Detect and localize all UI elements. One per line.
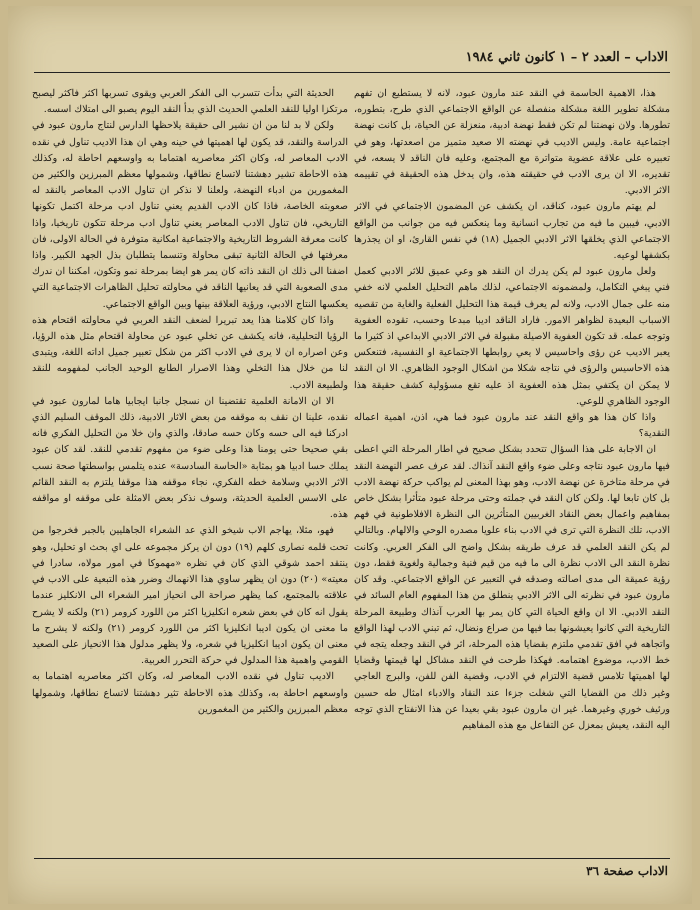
paragraph: فهو، مثلا، يهاجم الاب شيخو الذي عد الشعراء الجاهليين بالجبر فخرجوا من تحت قلمه نصارى كلهم (١٩) دون ان يركز مجموعه على اي بحث او تحليل، وهو ينتقد احمد شوقي الذي كان في نظره «مهموكا في امور مولاه، سادرا في معيته» (٢٠) دون ان يظهر ساوي هذا الانهماك وضرر هذه التبعية على الادب في علاقته بالمجتمع، كما يظهر صراحة الى انحياز امير الشعراء الى الانكليز عندما يقول انه كان في بعض شعره انكليزيا اكثر من اللورد كرومر (٢١) ولكنه لا يشرح ما معنى ان يكون اديبا انكليزيا اكثر من اللورد كرومر (٢١) ولكنه لا يشرح ما معنى ان يكون اديبا انكليزيا في شعره، ولا يظهر مدلول هذا الانحياز على الصعيد القومي واهمية هذا المدلول في حركة التحرر العربية. <box>32 525 348 667</box>
paragraph: واذا كان هذا هو واقع النقد عند مارون عبود فما هي، اذن، اهمية اعماله النقدية؟ <box>354 412 670 440</box>
paragraph: واذا كان كلامنا هذا يعد تبريرا لضعف النقد العربي في محاولته اقتحام هذه الرؤيا التحليلية، فانه يكشف عن تخلي عبود عن محاولة اقتحام مثل هذه الرؤيا، وعن اصراره ان لا يرى في الادب اكثر من شكل تعبير جميل اداته اللغة، ويتبدى لنا من خلال هذا التخلي وهذا الاصرار الطابع الوحيد الجانب لمفهومه للنقد ولطبيعة الادب. <box>32 314 348 391</box>
running-header-title: الاداب – العدد ٢ – ١ كانون ثاني ١٩٨٤ <box>465 50 668 65</box>
paragraph: الا ان الامانة العلمية تقتضينا ان نسجل جانبا ايجابيا هاما لمارون عبود في نقده، علينا ان نقف به موقفه من بعض الاثار الادبية، ذلك الموقف السليم الذي ادركنا فيه الى حسه وكان حسه صادقا، والذي وان خلا من التحليل الفكري فانه بقي صحيحا حتى يومنا هذا وعلى ضوء من مفهوم تقدمي للنقد. لقد كان عبود يملك حسا ادبيا هو بمثابة «الحاسة السادسة» عنده يتلمس بواسطتها صحة نسب الاثر الادبي وسلامة خطه الفكري، نجاء موقفه هذا موقفا يلتزم به النقد القائم على الاسس العلمية الحديثة، وسوف نذكر بعض الامثلة على موقفه او مواقفه هذه. <box>32 395 348 521</box>
paragraph: الحديثة التي بدأت تتسرب الى الفكر العربي ويقوى تسربها اكثر فاكثر ليصبح مرتكزا اوليا للنقد العلمي الحديث الذي بدأ النقد اليوم يصبو الى امتلاك اسسه. <box>32 88 348 116</box>
page-number-label: الاداب صفحة ٣٦ <box>586 864 668 878</box>
paragraph: لم يهتم مارون عبود، كناقد، ان يكشف عن المضمون الاجتماعي في الاثر الادبي، فيبين ما فيه من تجارب انسانية وما ينعكس فيه من جوانب من الواقع الاجتماعي الذي يخلقها الاثر الادبي الجميل (١٨) في نفس القارئ، او ان يجذرها بكشفها لوعيه. <box>354 201 670 262</box>
paragraph: ولعل مارون عبود لم يكن يدرك ان النقد هو وعي عميق للاثر الادبي كعمل فني يبغي التكامل، ولمضمونه الاجتماعي، لذلك ماهم التحليل العلمي لانه خفي منه على جمال الادب، ولانه لم يعرف قيمة هذا التحليل الفعلية والغاية من تقصيه الاسباب البعيدة لظواهر الامور. فاراد الناقد اديبا مبدعا وحسب، تقوده العفوية وتوجه عمله. قد تكون العفوية الاصيلة مقبولة في الاثر الادبي الابداعي اذ كثيرا ما يعبر الاديب عن رؤى واحاسيس لا يعي روابطها الاجتماعية او النفسية، فتنعكس هذه الاحاسيس والرؤى في نتاجه شكلا من اشكال الوجود الظاهري. الا ان النقد لا يمكن ان يكتفي بمثل هذه العفوية اذ عليه تقع مسؤولية كشف حقيقة هذا الوجود الظاهري للوعي. <box>354 266 670 407</box>
paragraph: الاديب تناول في نقده الادب المعاصر له، وكان اكثر معاصريه اهتماما به واوسعهم احاطة به، وكذلك هذه الاحاطة تثير دهشتنا لاتساع نطاقها، وشمولها معظم المبرزين والكثير من المغمورين <box>32 671 348 715</box>
page-header <box>34 46 670 73</box>
text-column-left <box>32 86 348 858</box>
paragraph: ان الاجابة على هذا السؤال تتحدد بشكل صحيح في اطار المرحلة التي اعطى فيها مارون عبود نتاجه وعلى ضوء واقع النقد آنذاك. لقد عرف عصر النهضة النقد في مرحلة متاخرة عن نهضة الادب، وهو بهذا المعنى لم يواكب حركة نهضة الادب بل كان تابعا لها. ولكن كان النقد في جملته وحتى مرحلة عبود متأثرا بشكل خاص بمفاهيم واعمال بعض النقاد الغربيين المتأثرين الى النظرة الافلاطونية في فهم الادب، تلك النظرة التي ترى في الادب بناء علويا مصدره الوحي والالهام. وبالتالي لم يكن النقد العلمي قد عرف طريقه بشكل واضح الى الفكر العربي. وكانت نظرة النقد الى الادب نظرة الى ما فيه من قيم فنية وجمالية ولغوية فقط، دون رؤية عميقة الى مدى اصالته وصدقه في التعبير عن الواقع الاجتماعي. وقد كان مارون عبود في نظرته الى الاثر الادبي ينطلق من هذا المفهوم العام السائد في النقد الادبي. الا ان واقع الحياة التي كان يمر بها العرب آنذاك وطبيعة المرحلة التاريخية التي كانوا يعيشونها بما فيها من صراع ونضال، ثم تبني الادب لهذا الواقع واتجاهه في افق تقدمي ملتزم بقضايا هذه المرحلة، اثر في النقد وجعله يتجه في خط الادب، موضوع اهتمامه. فهكذا طرحت في النقد مشاكل لها قيمتها وقضايا لها اهميتها تلامس قضية الالتزام في الادب، وقضية الفن للفن، والبرج العاجي وغير ذلك من القضايا التي شغلت جزءا عند النقاد والادباء امثال طه حسين ورئيف خوري وغيرهما. غير ان مارون عبود بقي بعيدا عن هذا الانفتاح الذي توجه اليه النقد، يعيش بمعزل عن التفاعل مع هذه المفاهيم <box>354 444 670 731</box>
paragraph: هذا، الاهمية الحاسمة في النقد عند مارون عبود، لانه لا يستطيع ان تفهم مشكلة تطوير اللغة مشكلة منفصلة عن الواقع الاجتماعي الذي طرح، بتطوره، تطورها. ولان نهضتنا لم تكن فقط نهضة ادبية، منعزلة عن الحياة، بل كانت نهضة اجتماعية عامة. وليس الاديب في نهضته الا صعيد متميز من اصعدتها، وهو في تعبيره على علاقة عضوية متواترة مع المجتمع، وعليه فان الناقد لا يسعه، في تقديره، الا ان يرى الادب في حقيقته هذه، وان يدخل هذه الحقيقة في تقييمه الاثر الادبي. <box>354 88 670 197</box>
magazine-page <box>8 6 692 904</box>
text-column-right <box>354 86 670 858</box>
page-footer <box>34 858 670 883</box>
article-body <box>32 86 670 858</box>
paragraph: ولكن لا بد لنا من ان نشير الى حقيقة يلاحظها الدارس لنتاج مارون عبود في الدراسة والنقد، قد يكون لها اهميتها في حينه وهي ان هذا الاديب تناول في نقده الادب المعاصر له، وكان اكثر معاصريه اهتماما به واوسعهم احاطة له، وكذلك هذه الاحاطة تشير دهشتنا لاتساع نطاقها، وشمولها معظم المبرزين والكثير من المغمورين من ادباء النهضة، ولعلنا لا نذكر ان تناول الادب المعاصر بالنقد له صعوبته الخاصة، فاذا كان الادب القديم يعني تناول ادب مرحلة اكتمل تكونها التاريخي، فان تناول الادب المعاصر يعني تناول ادب مرحلة تتكون تاريخيا، واذا كانت معرفة الشروط التاريخية والاجتماعية امكانية متوفرة في الحالة الاولى، فان معرفتها في الحالة الثانية تبقى محاولة وتنسما يتطلبان بذل الجهد الكبير. واذا اضفنا الى ذلك ان النقد ذاته كان يمر هو ايضا بمرحلة نمو وتكون، امكننا ان ندرك مدى الصعوبة التي قد يعانيها الناقد في محاولته تحليل الظاهرات الاجتماعية التي يعكسها النتاج الادبي، ورؤية العلاقة بينها وبين الواقع الاجتماعي. <box>32 120 348 310</box>
